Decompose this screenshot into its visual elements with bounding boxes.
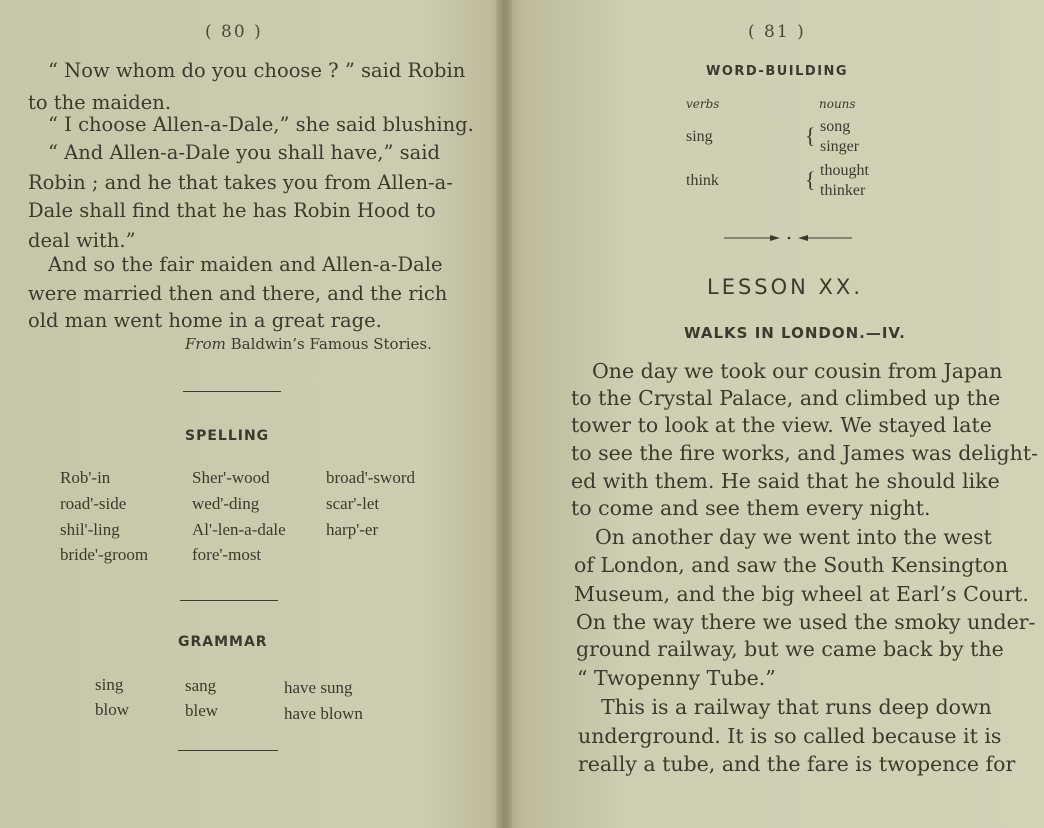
grammar-word: blow	[95, 700, 129, 719]
text-line: On another day we went into the west	[595, 525, 992, 549]
spelling-heading: SPELLING	[185, 428, 270, 444]
text-line: “ And Allen-a-Dale you shall have,” said	[48, 141, 441, 164]
text-line: tower to look at the view. We stayed late	[571, 413, 992, 437]
text-line: This is a railway that runs deep down	[601, 695, 992, 719]
text-line: One day we took our cousin from Japan	[592, 359, 1003, 383]
credit-source: Baldwin’s Famous Stories.	[230, 335, 432, 353]
noun-word: song	[820, 118, 851, 135]
text-line: “ Now whom do you choose ? ” said Robin	[48, 59, 466, 82]
grammar-word: blew	[185, 701, 219, 720]
spelling-word: shil'-ling	[60, 520, 120, 539]
credit-from: From	[185, 335, 226, 353]
text-line: “ Twopenny Tube.”	[577, 666, 776, 690]
brace-icon: {	[805, 123, 816, 148]
grammar-heading: GRAMMAR	[178, 634, 268, 650]
spelling-word: wed'-ding	[192, 494, 260, 513]
text-line: to the maiden.	[28, 91, 172, 114]
text-line: old man went home in a great rage.	[28, 309, 382, 332]
grammar-word: have sung	[284, 678, 353, 697]
divider-rule	[180, 600, 278, 601]
page-number-right: ( 81 )	[748, 22, 806, 42]
source-credit	[185, 335, 432, 353]
spelling-word: broad'-sword	[326, 468, 415, 487]
text-line: underground. It is so called because it is	[578, 724, 1002, 748]
text-line: were married then and there, and the rich	[28, 282, 448, 305]
spelling-word: Sher'-wood	[192, 468, 270, 487]
spelling-word: fore'-most	[192, 545, 262, 564]
lesson-title: LESSON XX.	[707, 275, 863, 299]
verb-word: sing	[686, 128, 713, 145]
text-line: On the way there we used the smoky under-	[576, 610, 1036, 634]
noun-word: singer	[820, 138, 860, 155]
spelling-word: Rob'-in	[60, 468, 111, 487]
verbs-label: verbs	[686, 97, 720, 111]
text-line: And so the fair maiden and Allen-a-Dale	[48, 253, 443, 276]
noun-word: thought	[820, 162, 869, 179]
word-building-heading: WORD-BUILDING	[706, 64, 849, 79]
grammar-word: sang	[185, 676, 217, 695]
text-line: ground railway, but we came back by the	[576, 637, 1004, 661]
spelling-word: harp'-er	[326, 520, 379, 539]
divider-rule	[183, 391, 281, 392]
verb-word: think	[686, 172, 719, 189]
book-gutter	[496, 0, 512, 828]
spelling-word: bride'-groom	[60, 545, 149, 564]
spelling-word: scar'-let	[326, 494, 380, 513]
divider-rule	[178, 750, 278, 751]
grammar-word: have blown	[284, 704, 363, 723]
text-line: Robin ; and he that takes you from Allen-a-	[28, 171, 453, 194]
text-line: to come and see them every night.	[571, 496, 931, 520]
text-line: to see the fire works, and James was delight-	[571, 441, 1039, 465]
text-line: “ I choose Allen-a-Dale,” she said blushing.	[48, 113, 474, 136]
grammar-word: sing	[95, 675, 124, 694]
text-line: deal with.”	[28, 229, 136, 252]
ornament-divider-icon	[724, 232, 854, 244]
page-number-left: ( 80 )	[205, 22, 263, 42]
text-line: of London, and saw the South Kensington	[574, 553, 1009, 577]
text-line: Dale shall find that he has Robin Hood to	[28, 199, 436, 222]
spelling-word: Al'-len-a-dale	[192, 520, 286, 539]
noun-word: thinker	[820, 182, 866, 199]
text-line: to the Crystal Palace, and climbed up the	[571, 386, 1001, 410]
nouns-label: nouns	[819, 97, 856, 111]
brace-icon: {	[805, 167, 816, 192]
text-line: really a tube, and the fare is twopence for	[578, 752, 1016, 776]
lesson-subtitle: WALKS IN LONDON.—IV.	[684, 324, 906, 342]
text-line: ed with them. He said that he should like	[571, 469, 1000, 493]
spelling-word: road'-side	[60, 494, 127, 513]
text-line: Museum, and the big wheel at Earl’s Court.	[574, 582, 1029, 606]
